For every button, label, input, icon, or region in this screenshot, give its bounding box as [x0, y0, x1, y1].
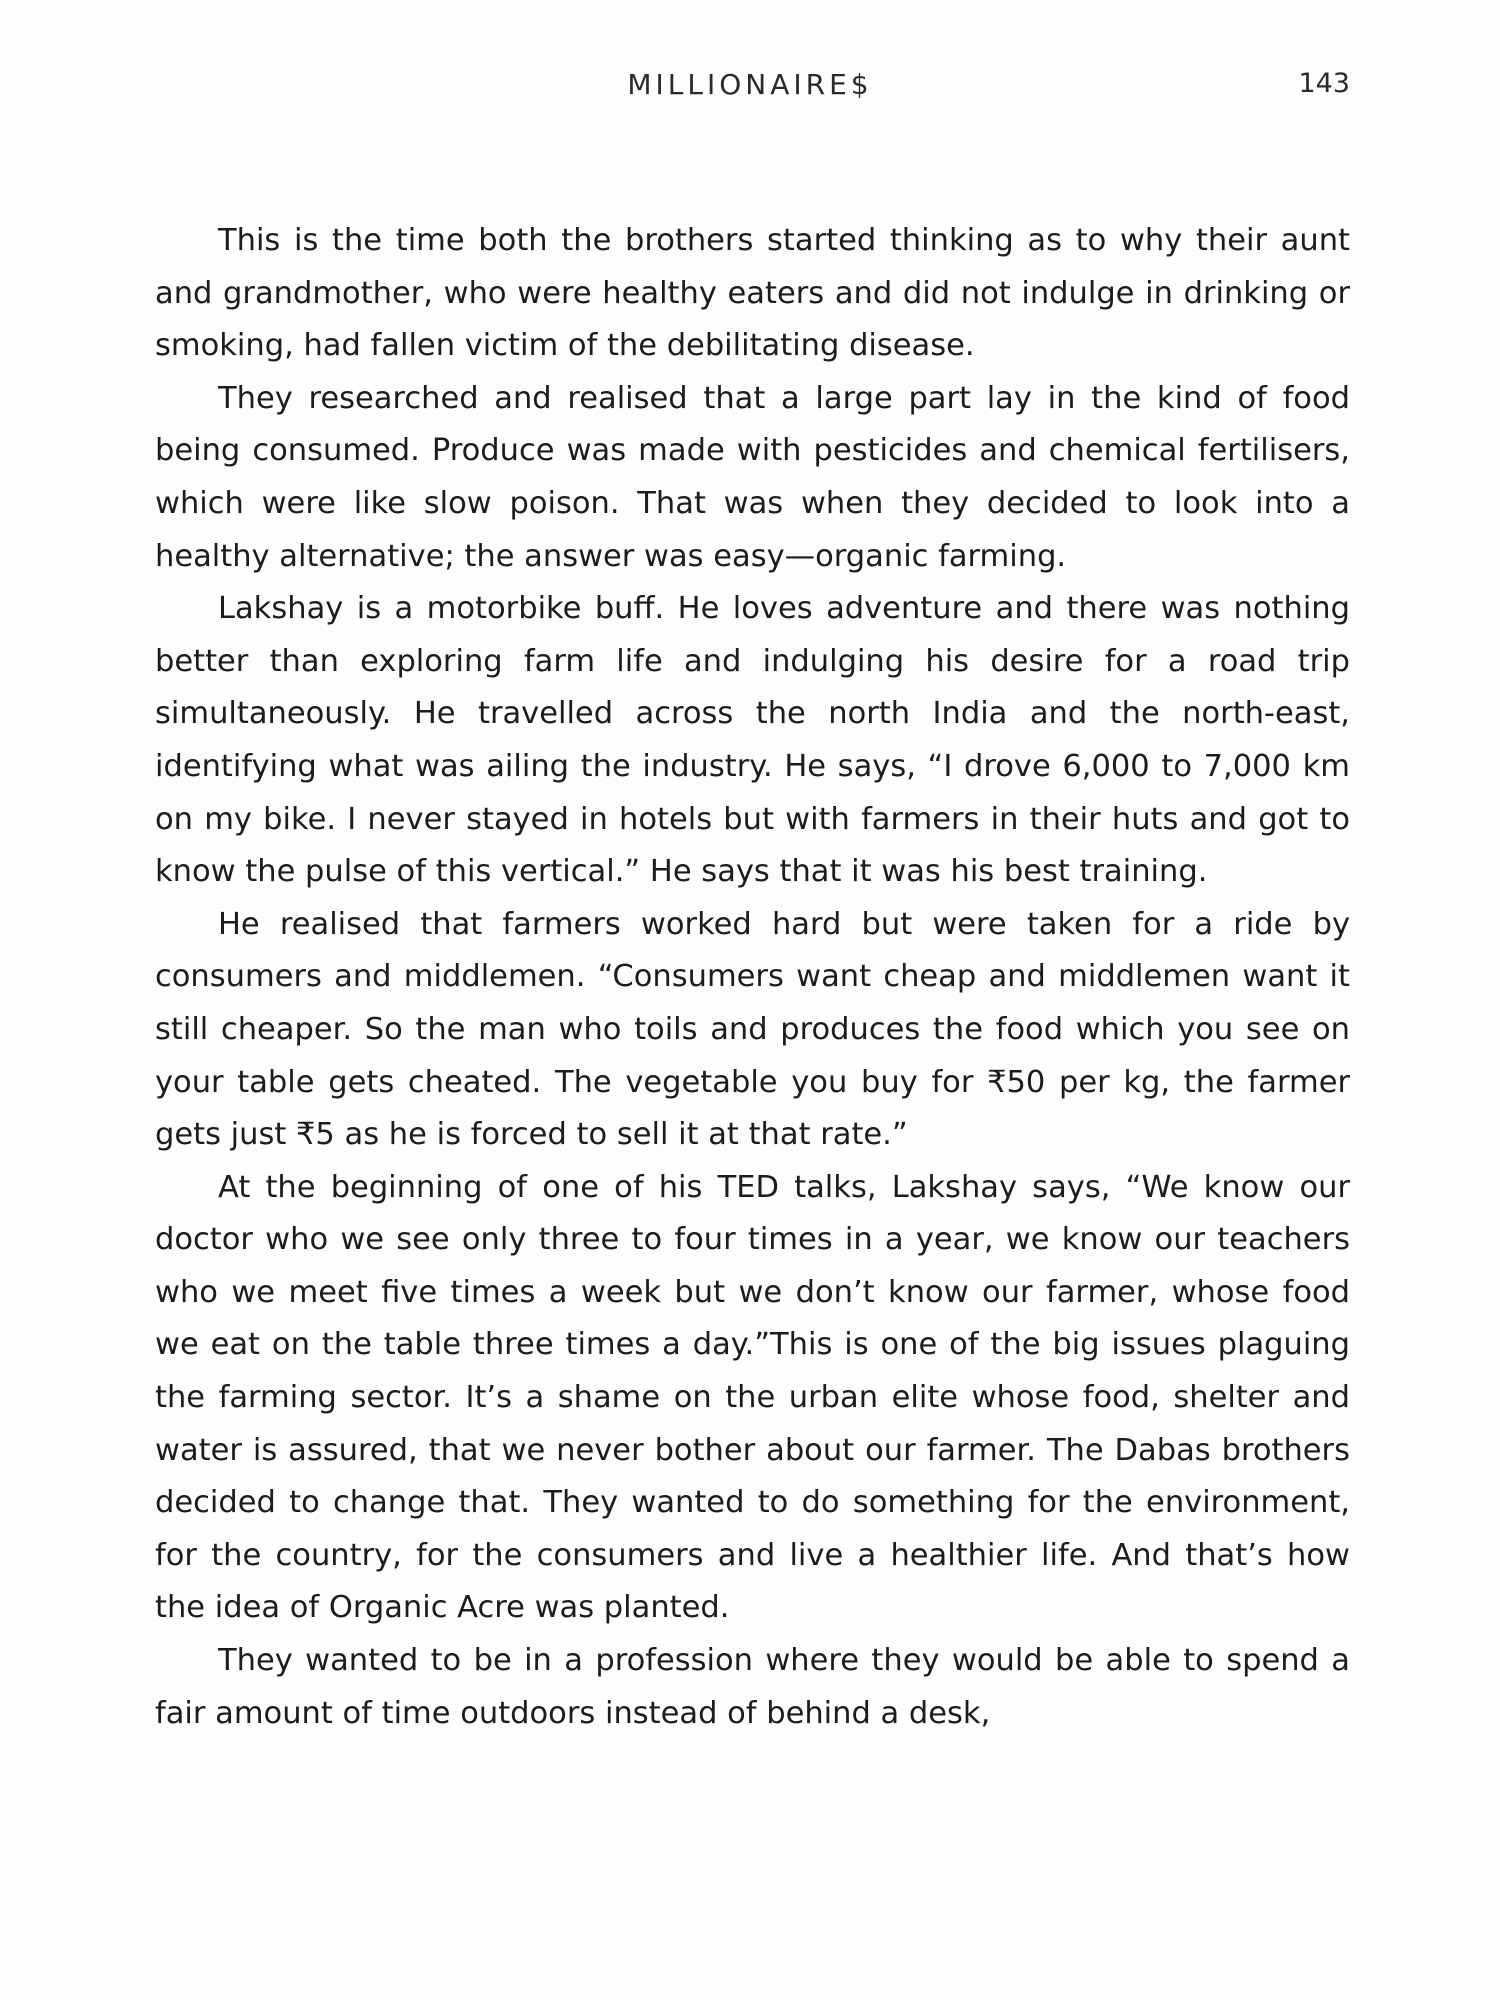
- paragraph: He realised that farmers worked hard but were taken for a ride by consumers and middlemen. “Consumers want cheap and middlemen want it still cheaper. So the man who toils and produces the food which you see on your table gets cheated. The vegetable you buy for ₹50 per kg, the farmer gets just ₹5 as he is forced to sell it at that rate.”: [155, 906, 1350, 1153]
- paragraph: This is the time both the brothers started thinking as to why their aunt and grandmother, who were healthy eaters and did not indulge in drinking or smoking, had fallen victim of the debilitating disease.: [155, 223, 1350, 364]
- paragraph: They wanted to be in a profession where they would be able to spend a fair amount of time outdoors instead of behind a desk,: [155, 1643, 1350, 1731]
- page-number: 143: [1298, 68, 1350, 99]
- book-title: MILLIONAIRE$: [627, 68, 873, 101]
- paragraph: Lakshay is a motorbike buff. He loves adventure and there was nothing better than exploring farm life and indulging his desire for a road trip simultaneously. He travelled across the north India and the north-east, identifying what was ailing the industry. He says, “I drove 6,000 to 7,000 km on my bike. I never stayed in hotels but with farmers in their huts and got to know the pulse of this vertical.” He says that it was his best training.: [155, 591, 1350, 890]
- paragraph: At the beginning of one of his TED talks, Lakshay says, “We know our doctor who we see only three to four times in a year, we know our teachers who we meet five times a week but we don’t know our farmer, whose food we eat on the table three times a day.”This is one of the big issues plaguing the farming sector. It’s a shame on the urban elite whose food, shelter and water is assured, that we never bother about our farmer. The Dabas brothers decided to change that. They wanted to do something for the environment, for the country, for the consumers and live a healthier life. And that’s how the idea of Organic Acre was planted.: [155, 1169, 1350, 1626]
- body-text: [155, 215, 1350, 1740]
- paragraph: They researched and realised that a large part lay in the kind of food being consumed. Produce was made with pesticides and chemical fertilisers, which were like slow poison. That was when they decided to look into a healthy alternative; the answer was easy—organic farming.: [155, 380, 1350, 574]
- running-header: [0, 68, 1500, 108]
